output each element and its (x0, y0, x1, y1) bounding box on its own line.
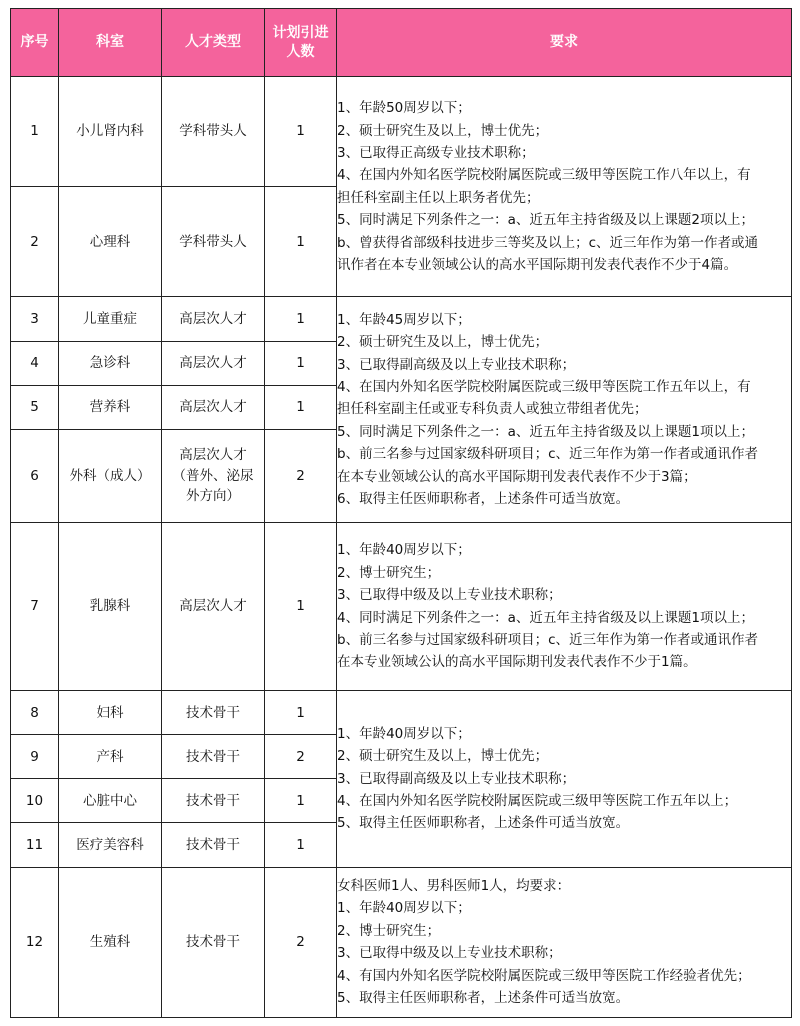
header-type: 人才类型 (162, 9, 265, 77)
type-cell-line: 学科带头人 (179, 123, 247, 140)
table-row (11, 77, 792, 187)
dept-cell (59, 429, 162, 522)
type-cell-line: 高层次人才 (179, 447, 247, 464)
table-body (11, 77, 792, 1018)
header-dept: 科室 (59, 9, 162, 77)
type-cell (162, 385, 265, 429)
dept-cell-line: 小儿肾内科 (76, 123, 144, 140)
requirement-line: 3、已取得副高级及以上专业技术职称； (337, 356, 576, 373)
seq-cell: 4 (11, 341, 59, 385)
dept-cell-line: 心理科 (89, 233, 131, 250)
table-row (11, 297, 792, 341)
dept-cell (59, 522, 162, 690)
type-cell (162, 187, 265, 297)
requirement-line: 讯作者在本专业领域公认的高水平国际期刊发表代表作不少于4篇。 (337, 256, 738, 273)
count-cell: 1 (265, 187, 337, 297)
dept-cell (59, 867, 162, 1017)
type-cell-line: 外方向） (186, 487, 240, 504)
type-cell (162, 77, 265, 187)
count-cell: 1 (265, 691, 337, 735)
requirement-line: 2、博士研究生； (337, 564, 441, 581)
seq-cell: 9 (11, 735, 59, 779)
type-cell-line: 技术骨干 (186, 934, 240, 951)
type-cell-line: 技术骨干 (186, 792, 240, 809)
count-cell: 1 (265, 297, 337, 341)
requirement-line: 5、同时满足下列条件之一：a、近五年主持省级及以上课题1项以上； (337, 423, 754, 440)
type-cell (162, 867, 265, 1017)
requirements-cell (337, 691, 792, 867)
count-cell: 2 (265, 867, 337, 1017)
type-cell (162, 823, 265, 867)
header-count-line: 计划引进 (272, 24, 329, 41)
count-cell: 1 (265, 779, 337, 823)
type-cell-line: 高层次人才 (179, 354, 247, 371)
dept-cell (59, 187, 162, 297)
requirement-line: 5、同时满足下列条件之一：a、近五年主持省级及以上课题2项以上； (337, 212, 754, 229)
count-cell: 2 (265, 735, 337, 779)
seq-cell: 3 (11, 297, 59, 341)
type-cell (162, 297, 265, 341)
type-cell (162, 429, 265, 522)
type-cell-line: 技术骨干 (186, 704, 240, 721)
type-cell (162, 779, 265, 823)
type-cell-line: 高层次人才 (179, 310, 247, 327)
requirement-line: 1、年龄50周岁以下； (337, 100, 471, 117)
dept-cell-line: 儿童重症 (83, 310, 137, 327)
header-count (265, 9, 337, 77)
type-cell-line: 高层次人才 (179, 598, 247, 615)
table-row (11, 691, 792, 735)
dept-cell-line: 营养科 (89, 399, 131, 415)
seq-cell: 2 (11, 187, 59, 297)
dept-cell (59, 297, 162, 341)
type-cell-line: 高层次人才 (179, 399, 247, 415)
requirement-line: 5、取得主任医师职称者，上述条件可适当放宽。 (337, 990, 630, 1007)
dept-cell-line: 心脏中心 (83, 792, 137, 809)
requirement-line: 4、在国内外知名医学院校附属医院或三级甲等医院工作五年以上，有 (337, 379, 751, 396)
dept-cell-line: 急诊科 (89, 354, 131, 371)
type-cell (162, 522, 265, 690)
requirement-line: 2、硕士研究生及以上，博士优先； (337, 122, 549, 139)
requirement-line: 3、已取得副高级及以上专业技术职称； (337, 770, 576, 787)
requirements-cell (337, 522, 792, 690)
seq-cell: 12 (11, 867, 59, 1017)
count-cell: 1 (265, 341, 337, 385)
dept-cell (59, 691, 162, 735)
count-cell: 2 (265, 429, 337, 522)
dept-cell (59, 341, 162, 385)
requirement-line: b、前三名参与过国家级科研项目；c、近三年作为第一作者或通讯作者 (337, 446, 758, 463)
seq-cell: 1 (11, 77, 59, 187)
table-header (11, 9, 792, 77)
dept-cell-line: 产科 (96, 748, 124, 765)
requirement-line: 1、年龄40周岁以下； (337, 900, 471, 917)
requirement-line: 3、已取得中级及以上专业技术职称； (337, 587, 562, 604)
requirement-line: 2、博士研究生； (337, 922, 441, 939)
header-count-line: 人数 (286, 43, 315, 60)
requirement-line: 4、有国内外知名医学院校附属医院或三级甲等医院工作经验者优先； (337, 967, 751, 984)
dept-cell (59, 735, 162, 779)
requirements-cell (337, 867, 792, 1017)
requirement-line: 在本专业领域公认的高水平国际期刊发表代表作不少于1篇。 (337, 654, 697, 671)
seq-cell: 8 (11, 691, 59, 735)
type-cell-line: 技术骨干 (186, 836, 240, 853)
dept-cell (59, 385, 162, 429)
requirements-cell (337, 77, 792, 297)
count-cell: 1 (265, 823, 337, 867)
requirement-line: 1、年龄45周岁以下； (337, 311, 471, 328)
table-row (11, 522, 792, 690)
count-cell: 1 (265, 77, 337, 187)
requirement-line: 1、年龄40周岁以下； (337, 725, 471, 742)
requirement-line: 担任科室副主任以上职务者优先； (337, 189, 540, 206)
requirement-line: 6、取得主任医师职称者，上述条件可适当放宽。 (337, 491, 630, 508)
recruitment-table (10, 8, 792, 1018)
type-cell-line: （普外、泌尿 (172, 467, 254, 484)
dept-cell-line: 外科（成人） (69, 467, 151, 484)
requirement-line: 2、硕士研究生及以上，博士优先； (337, 748, 549, 765)
dept-cell-line: 生殖科 (89, 934, 131, 951)
requirement-line: 女科医师1人、男科医师1人，均要求： (337, 878, 571, 895)
type-cell (162, 341, 265, 385)
requirement-line: 4、同时满足下列条件之一：a、近五年主持省级及以上课题1项以上； (337, 609, 754, 626)
seq-cell: 11 (11, 823, 59, 867)
requirement-line: 5、取得主任医师职称者，上述条件可适当放宽。 (337, 815, 630, 832)
requirement-line: 担任科室副主任或亚专科负责人或独立带组者优先； (337, 401, 648, 418)
type-cell (162, 691, 265, 735)
dept-cell-line: 妇科 (96, 704, 124, 721)
requirements-cell (337, 297, 792, 522)
dept-cell-line: 乳腺科 (89, 598, 131, 615)
requirement-line: 3、已取得中级及以上专业技术职称； (337, 945, 562, 962)
table-row (11, 867, 792, 1017)
dept-cell-line: 医疗美容科 (76, 836, 144, 853)
header-seq: 序号 (11, 9, 59, 77)
requirement-line: b、曾获得省部级科技进步三等奖及以上；c、近三年作为第一作者或通 (337, 234, 758, 251)
requirement-line: 4、在国内外知名医学院校附属医院或三级甲等医院工作八年以上，有 (337, 167, 751, 184)
count-cell: 1 (265, 522, 337, 690)
requirement-line: 3、已取得正高级专业技术职称； (337, 144, 535, 161)
type-cell-line: 学科带头人 (179, 233, 247, 250)
seq-cell: 7 (11, 522, 59, 690)
seq-cell: 5 (11, 385, 59, 429)
requirement-line: 1、年龄40周岁以下； (337, 542, 471, 559)
dept-cell (59, 823, 162, 867)
count-cell: 1 (265, 385, 337, 429)
seq-cell: 6 (11, 429, 59, 522)
seq-cell: 10 (11, 779, 59, 823)
requirement-line: b、前三名参与过国家级科研项目；c、近三年作为第一作者或通讯作者 (337, 631, 758, 648)
dept-cell (59, 779, 162, 823)
requirement-line: 2、硕士研究生及以上，博士优先； (337, 334, 549, 351)
header-requirements: 要求 (337, 9, 792, 77)
dept-cell (59, 77, 162, 187)
type-cell-line: 技术骨干 (186, 748, 240, 765)
requirement-line: 在本专业领域公认的高水平国际期刊发表代表作不少于3篇； (337, 468, 697, 485)
type-cell (162, 735, 265, 779)
requirement-line: 4、在国内外知名医学院校附属医院或三级甲等医院工作五年以上； (337, 793, 738, 810)
